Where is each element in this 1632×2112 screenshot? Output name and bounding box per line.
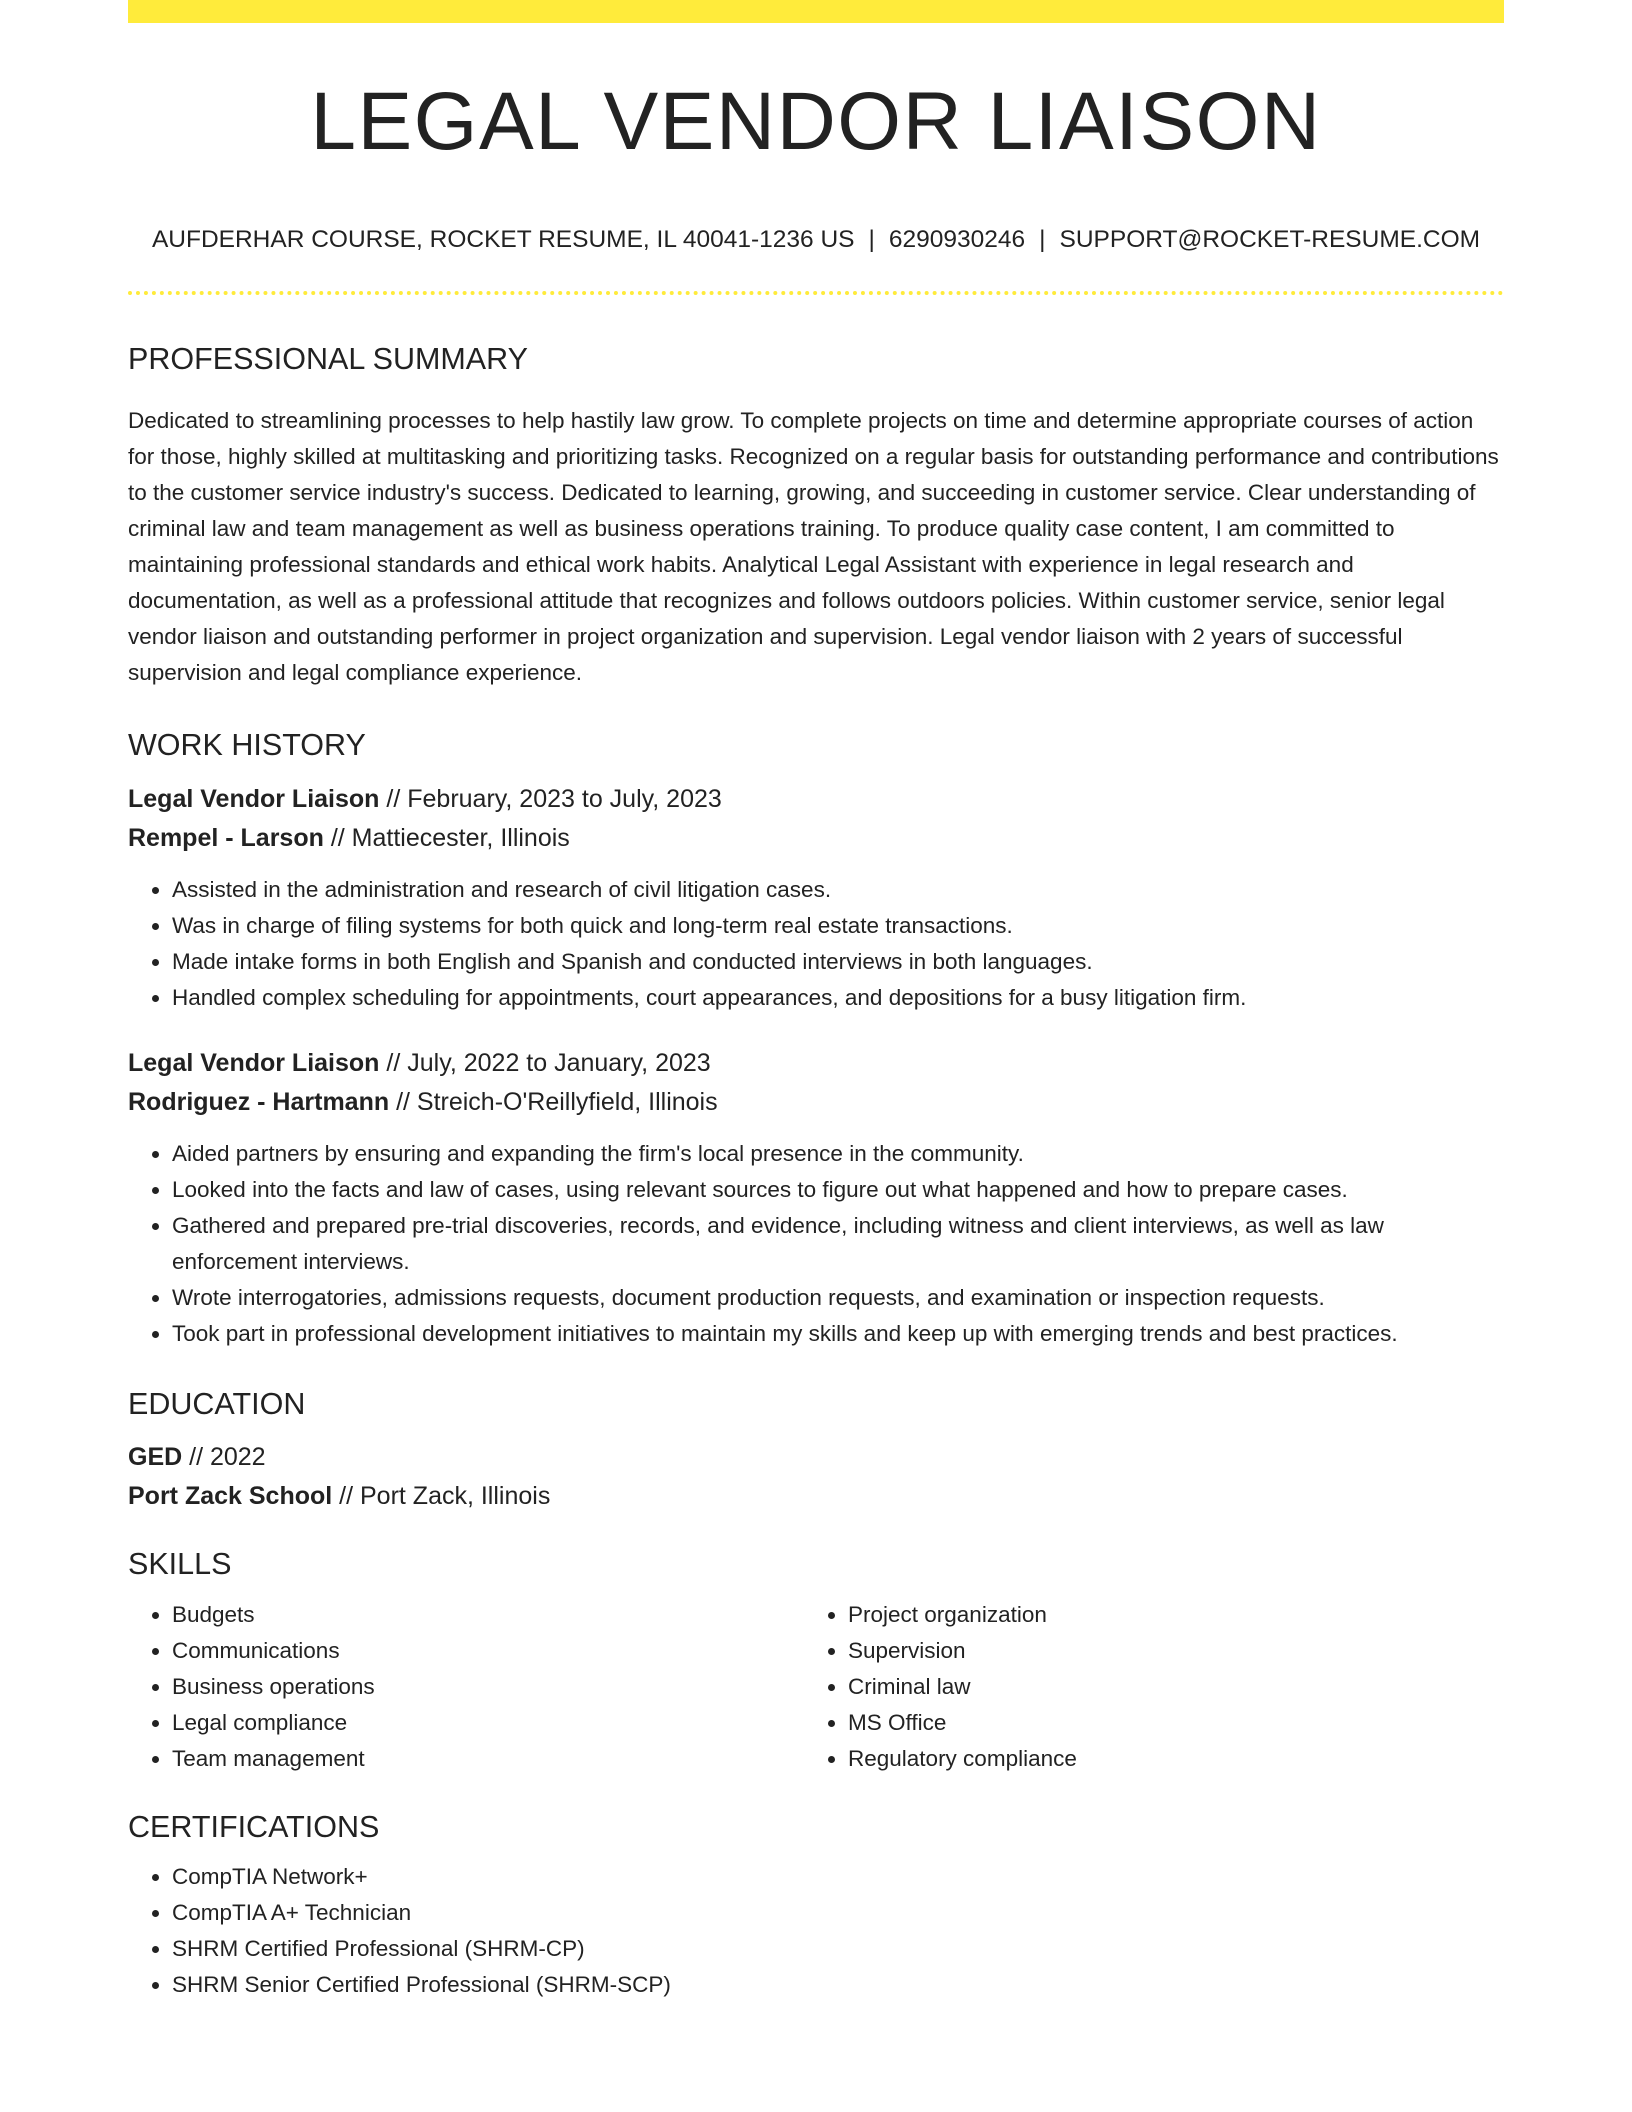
job-bullets [128,1136,1504,1352]
job-company-line [128,819,1504,858]
list-item: • Wrote interrogatories, admissions requests, document production requests, and examination or inspection requests. [172,1280,1504,1316]
job-company: Rodriguez - Hartmann [128,1087,390,1116]
list-item: • Project organization [848,1597,1480,1633]
dotted-divider [128,291,1504,295]
list-item: • Was in charge of filing systems for both quick and long-term real estate transactions. [172,908,1504,944]
contact-separator: | [868,226,875,253]
job-dates: // July, 2022 to January, 2023 [379,1048,711,1077]
certifications-list [128,1859,1504,2003]
list-item: • Business operations [172,1669,804,1705]
list-item: • Aided partners by ensuring and expanding the firm's local presence in the community. [172,1136,1504,1172]
certifications-heading: CERTIFICATIONS [128,1809,380,1844]
list-item: • Made intake forms in both English and Spanish and conducted interviews in both languages. [172,944,1504,980]
education-location: // Port Zack, Illinois [332,1482,551,1511]
education-heading: EDUCATION [128,1386,306,1421]
job-role: Legal Vendor Liaison [128,1048,380,1077]
list-item: • Took part in professional development initiatives to maintain my skills and keep up with emerging trends and best practices. [172,1316,1504,1352]
list-item: • Assisted in the administration and research of civil litigation cases. [172,872,1504,908]
education-year: // 2022 [182,1443,266,1472]
list-item: • CompTIA A+ Technician [172,1895,1504,1931]
resume-name: LEGAL VENDOR LIAISON [310,76,1322,167]
list-item: • Looked into the facts and law of cases, using relevant sources to figure out what happened and how to prepare cases. [172,1172,1504,1208]
list-item: • Gathered and prepared pre-trial discoveries, records, and evidence, including witness and client interviews, as well as law enforcement interviews. [172,1208,1504,1280]
list-item: • Handled complex scheduling for appointments, court appearances, and depositions for a busy litigation firm. [172,980,1504,1016]
list-item: • Communications [172,1633,804,1669]
contact-phone: 6290930246 [888,226,1026,253]
job-location: // Streich-O'Reillyfield, Illinois [389,1087,718,1116]
job-location: // Mattiecester, Illinois [323,823,570,852]
skills-list-right [804,1597,1480,1777]
list-item: • Legal compliance [172,1705,804,1741]
resume-page [128,0,1504,2003]
list-item: • Criminal law [848,1669,1480,1705]
skills-columns [128,1597,1504,1777]
job-company: Rempel - Larson [128,823,324,852]
list-item: • Team management [172,1741,804,1777]
job-entry [128,780,1504,1016]
job-role: Legal Vendor Liaison [128,784,380,813]
list-item: • SHRM Senior Certified Professional (SHRM-SCP) [172,1967,1504,2003]
education-school-line [128,1477,1504,1516]
job-entry [128,1044,1504,1352]
contact-line [128,225,1504,254]
list-item: • Regulatory compliance [848,1741,1480,1777]
list-item: • Budgets [172,1597,804,1633]
job-dates: // February, 2023 to July, 2023 [379,784,722,813]
list-item: • SHRM Certified Professional (SHRM-CP) [172,1931,1504,1967]
skills-heading: SKILLS [128,1547,232,1582]
education-school: Port Zack School [128,1482,333,1511]
list-item: • MS Office [848,1705,1480,1741]
education-degree: GED [128,1443,183,1472]
work-history-heading: WORK HISTORY [128,727,366,762]
job-bullets [128,872,1504,1016]
education-degree-line [128,1438,1504,1477]
list-item: • CompTIA Network+ [172,1859,1504,1895]
job-company-line [128,1083,1504,1122]
list-item: • Supervision [848,1633,1480,1669]
contact-email: SUPPORT@ROCKET-RESUME.COM [1059,226,1481,253]
summary-text: Dedicated to streamlining processes to help hastily law grow. To complete projects on time and determine appropriate courses of action for those, highly skilled at multitasking and prioritizing tasks. Recognized on a regular basis for outstanding performance and contributions to the customer service industry's success. Dedicated to learning, growing, and succeeding in customer service. Clear understanding of criminal law and team management as well as business operations training. To produce quality case content, I am committed to maintaining professional standards and ethical work habits. Analytical Legal Assistant with experience in legal research and documentation, as well as a professional attitude that recognizes and follows outdoors policies. Within customer service, senior legal vendor liaison and outstanding performer in project organization and supervision. Legal vendor liaison with 2 years of successful supervision and legal compliance experience. [128,407,1499,685]
summary-heading: PROFESSIONAL SUMMARY [128,342,528,377]
skills-list-left [128,1597,804,1777]
contact-address: AUFDERHAR COURSE, ROCKET RESUME, IL 40041-1236 US [151,226,855,253]
job-title-line [128,780,1504,819]
contact-separator: | [1039,226,1046,253]
job-title-line [128,1044,1504,1083]
accent-bar [128,0,1504,23]
